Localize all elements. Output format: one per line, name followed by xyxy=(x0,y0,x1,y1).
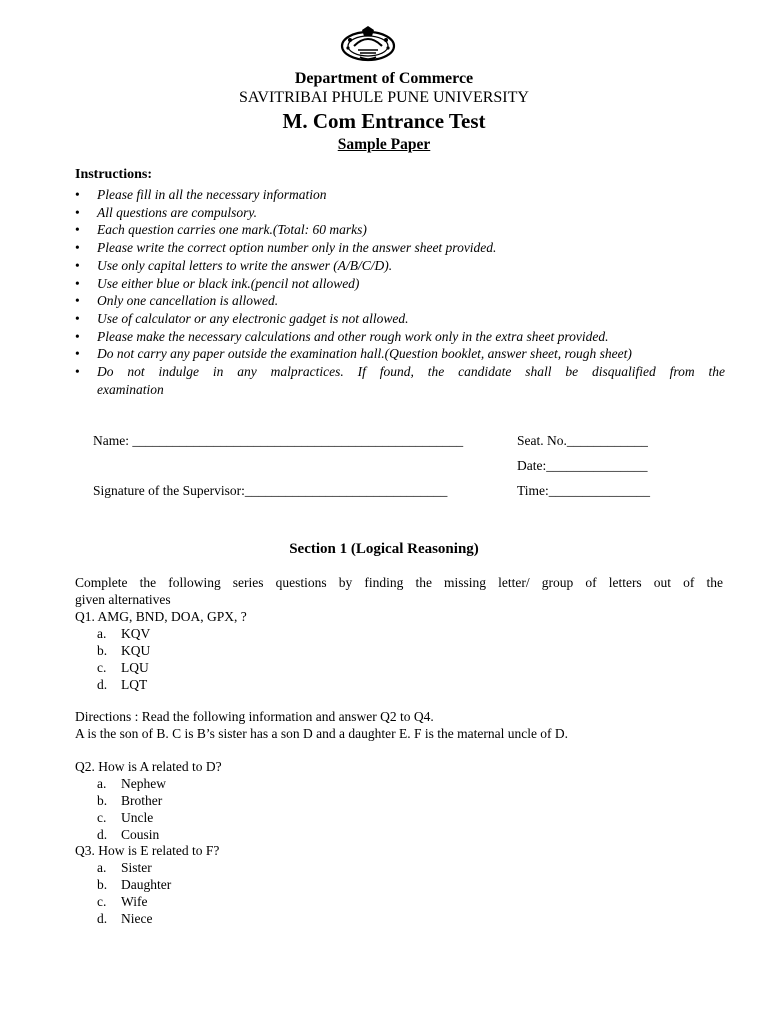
supervisor-signature-field[interactable]: Signature of the Supervisor:______________________________ xyxy=(93,483,448,498)
option-item: d. Niece xyxy=(97,911,153,926)
instruction-item: • Do not carry any paper outside the examination hall.(Question booklet, answer sheet, rough sheet) xyxy=(75,346,632,362)
bullet-icon: • xyxy=(75,293,80,309)
instruction-item: • Only one cancellation is allowed. xyxy=(75,293,279,309)
question-3: Q3. How is E related to F? xyxy=(75,843,220,858)
question-2-options xyxy=(97,775,166,843)
option-item: c. LQU xyxy=(97,660,149,675)
question-3-options xyxy=(97,859,171,927)
section-intro: Complete the following series questions by finding the missing letter/ group of letters out of the given alternatives xyxy=(75,575,723,607)
bullet-icon: • xyxy=(75,346,80,362)
test-title: M. Com Entrance Test xyxy=(282,109,486,133)
directions-text: Directions : Read the following information and answer Q2 to Q4. xyxy=(75,709,434,724)
instruction-item: • Do not indulge in any malpractices. If found, the candidate shall be disqualified from the examination xyxy=(75,364,725,397)
option-item: b. KQU xyxy=(97,643,151,658)
university-name: SAVITRIBAI PHULE PUNE UNIVERSITY xyxy=(239,89,529,106)
option-item: a. KQV xyxy=(97,626,151,641)
instruction-item: • Use either blue or black ink.(pencil not allowed) xyxy=(75,275,360,291)
bullet-icon: • xyxy=(75,328,80,344)
seat-number-field[interactable]: Seat. No.____________ xyxy=(517,433,648,448)
option-item: c. Uncle xyxy=(97,810,154,825)
option-item: b. Daughter xyxy=(97,877,172,892)
department-title: Department of Commerce xyxy=(294,70,474,87)
bullet-icon: • xyxy=(75,275,80,291)
option-item: c. Wife xyxy=(97,894,148,909)
name-field[interactable]: Name: _________________________________________________ xyxy=(93,433,464,448)
instruction-item: • Please make the necessary calculations and other rough work only in the extra sheet provided. xyxy=(75,328,609,344)
university-seal-icon xyxy=(340,24,396,64)
bullet-icon: • xyxy=(75,222,80,238)
option-item: b. Brother xyxy=(97,793,163,808)
date-field[interactable]: Date:_______________ xyxy=(517,458,648,473)
instruction-item: • Please write the correct option number only in the answer sheet provided. xyxy=(75,240,497,256)
option-item: d. LQT xyxy=(97,677,148,692)
instruction-item: • All questions are compulsory. xyxy=(75,204,257,220)
information-text: A is the son of B. C is B’s sister has a son D and a daughter E. F is the maternal uncle of D. xyxy=(75,726,569,741)
instruction-item: • Use only capital letters to write the answer (A/B/C/D). xyxy=(75,257,393,273)
time-field[interactable]: Time:_______________ xyxy=(517,483,651,498)
bullet-icon: • xyxy=(75,187,80,202)
question-1-options xyxy=(97,625,150,693)
question-1: Q1. AMG, BND, DOA, GPX, ? xyxy=(75,609,247,624)
bullet-icon: • xyxy=(75,240,80,256)
instruction-item: • Each question carries one mark.(Total: 60 marks) xyxy=(75,222,367,238)
option-item: a. Nephew xyxy=(97,776,166,791)
instruction-item: • Use of calculator or any electronic gadget is not allowed. xyxy=(75,310,409,326)
option-item: a. Sister xyxy=(97,860,152,875)
option-item: d. Cousin xyxy=(97,827,160,842)
bullet-icon: • xyxy=(75,310,80,326)
instructions-heading: Instructions: xyxy=(75,167,153,182)
question-2: Q2. How is A related to D? xyxy=(75,759,222,774)
instructions-list xyxy=(75,186,725,398)
bullet-icon: • xyxy=(75,204,80,220)
section-title: Section 1 (Logical Reasoning) xyxy=(289,541,479,557)
paper-type: Sample Paper xyxy=(337,136,431,153)
instruction-item: • Please fill in all the necessary information xyxy=(75,187,327,202)
bullet-icon: • xyxy=(75,364,80,380)
bullet-icon: • xyxy=(75,257,80,273)
